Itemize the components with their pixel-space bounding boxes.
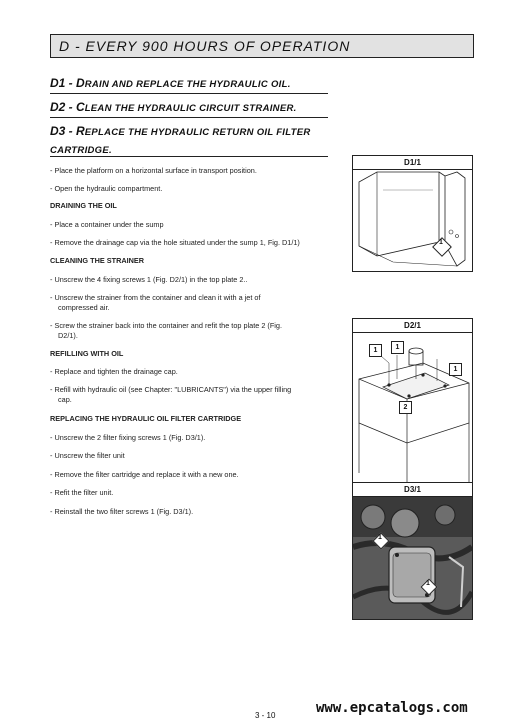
callout-label: 1: [439, 239, 443, 246]
instruction: - Reinstall the two filter screws 1 (Fig. D3/1).: [50, 507, 194, 516]
instruction: - Unscrew the filter unit: [50, 451, 125, 460]
task-d2-heading: [50, 100, 297, 114]
instruction: - Remove the filter cartridge and replace it with a new one.: [50, 470, 239, 479]
instruction-cont: compressed air.: [58, 303, 110, 312]
instruction-cont: cap.: [58, 395, 72, 404]
task-number: D3 -: [50, 124, 77, 138]
instruction: - Open the hydraulic compartment.: [50, 184, 163, 193]
subheading: DRAINING THE OIL: [50, 201, 117, 210]
task-text: LEAN THE HYDRAULIC CIRCUIT STRAINER.: [84, 103, 297, 114]
instruction-cont: D2/1).: [58, 331, 78, 340]
callout-label: 1: [369, 344, 382, 357]
hydraulic-sump-drawing: [353, 170, 472, 271]
section-header: [50, 34, 474, 58]
task-d1-heading: [50, 76, 291, 90]
task-initial: D: [76, 76, 85, 90]
task-initial: C: [76, 100, 85, 114]
instruction: - Unscrew the 2 filter fixing screws 1 (Fig. D3/1).: [50, 433, 206, 442]
filter-cartridge-photo: [353, 497, 472, 619]
task-text: EPLACE THE HYDRAULIC RETURN OIL FILTER: [84, 127, 311, 138]
instruction: - Place the platform on a horizontal surface in transport position.: [50, 166, 257, 175]
figure-caption: D3/1: [353, 483, 472, 497]
instruction: - Place a container under the sump: [50, 220, 164, 229]
figure-caption: D2/1: [353, 319, 472, 333]
instruction: - Refit the filter unit.: [50, 488, 114, 497]
instruction: - Unscrew the strainer from the container and clean it with a jet of: [50, 293, 261, 302]
callout-label: 1: [391, 341, 404, 354]
instruction: - Replace and tighten the drainage cap.: [50, 367, 178, 376]
subheading: CLEANING THE STRAINER: [50, 256, 145, 265]
task-number: D1 -: [50, 76, 77, 90]
task-text: CARTRIDGE.: [50, 145, 112, 156]
instruction: - Screw the strainer back into the container and refit the top plate 2 (Fig.: [50, 321, 283, 330]
subheading: REPLACING THE HYDRAULIC OIL FILTER CARTRIDGE: [50, 414, 242, 423]
divider: [50, 156, 328, 157]
subheading: REFILLING WITH OIL: [50, 349, 124, 358]
watermark: www.epcatalogs.com: [316, 700, 468, 716]
figure-d2-1: [352, 318, 473, 483]
instruction: - Remove the drainage cap via the hole situated under the sump 1, Fig. D1/1): [50, 238, 300, 247]
figure-caption: D1/1: [353, 156, 472, 170]
callout-label: 1: [426, 580, 430, 587]
instruction: - Unscrew the 4 fixing screws 1 (Fig. D2/1) in the top plate 2..: [50, 275, 248, 284]
figure-d1-1: [352, 155, 473, 272]
divider: [50, 93, 328, 94]
instruction: - Refill with hydraulic oil (see Chapter: "LUBRICANTS") via the upper filling: [50, 385, 292, 394]
task-text: RAIN AND REPLACE THE HYDRAULIC OIL.: [84, 79, 291, 90]
callout-label: 1: [378, 534, 382, 541]
task-number: D2 -: [50, 100, 77, 114]
callout-label: 2: [399, 401, 412, 414]
page-number: 3 - 10: [255, 711, 276, 720]
divider: [50, 117, 328, 118]
figure-d3-1: [352, 482, 473, 620]
task-d3-heading-cont: [50, 142, 112, 156]
callout-label: 1: [449, 363, 462, 376]
section-title: D - EVERY 900 HOURS OF OPERATION: [59, 38, 351, 54]
task-d3-heading: [50, 124, 311, 138]
task-initial: R: [76, 124, 85, 138]
